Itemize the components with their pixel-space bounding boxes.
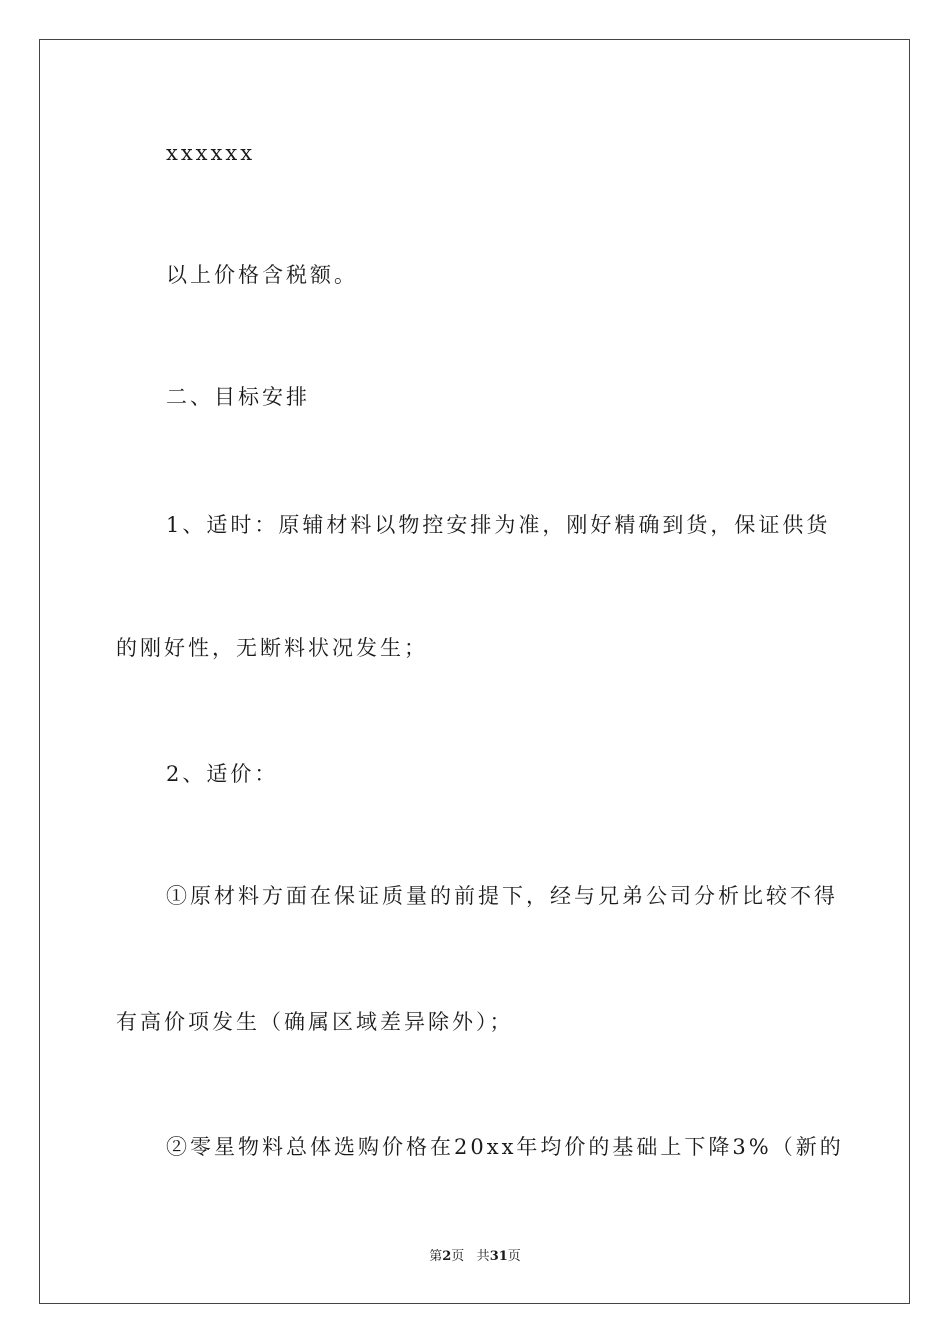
- text-line-placeholder: xxxxxx: [166, 141, 256, 165]
- text-line-sporadic-material: ②零星物料总体选购价格在20xx年均价的基础上下降3%（新的: [166, 1135, 844, 1159]
- footer-page-number: 2: [442, 1249, 452, 1264]
- footer-total-prefix: 共: [476, 1249, 490, 1264]
- page-footer: [0, 1250, 950, 1263]
- text-line-tax-note: 以上价格含税额。: [166, 263, 358, 287]
- section-heading-target-plan: 二、目标安排: [166, 385, 310, 409]
- text-line-timely-2: 的刚好性，无断料状况发生；: [116, 636, 428, 660]
- text-line-raw-material-1: ①原材料方面在保证质量的前提下，经与兄弟公司分析比较不得: [166, 884, 838, 908]
- footer-page-suffix: 页: [451, 1249, 465, 1264]
- footer-total-suffix: 页: [507, 1249, 521, 1264]
- text-line-timely-1: 1、适时：原辅材料以物控安排为准，刚好精确到货，保证供货: [166, 513, 831, 537]
- footer-page-prefix: 第: [429, 1249, 443, 1264]
- text-line-price-heading: 2、适价：: [166, 762, 279, 786]
- page-border: [39, 39, 910, 1304]
- text-line-raw-material-2: 有高价项发生（确属区域差异除外）；: [116, 1010, 514, 1034]
- footer-total-pages: 31: [489, 1249, 508, 1264]
